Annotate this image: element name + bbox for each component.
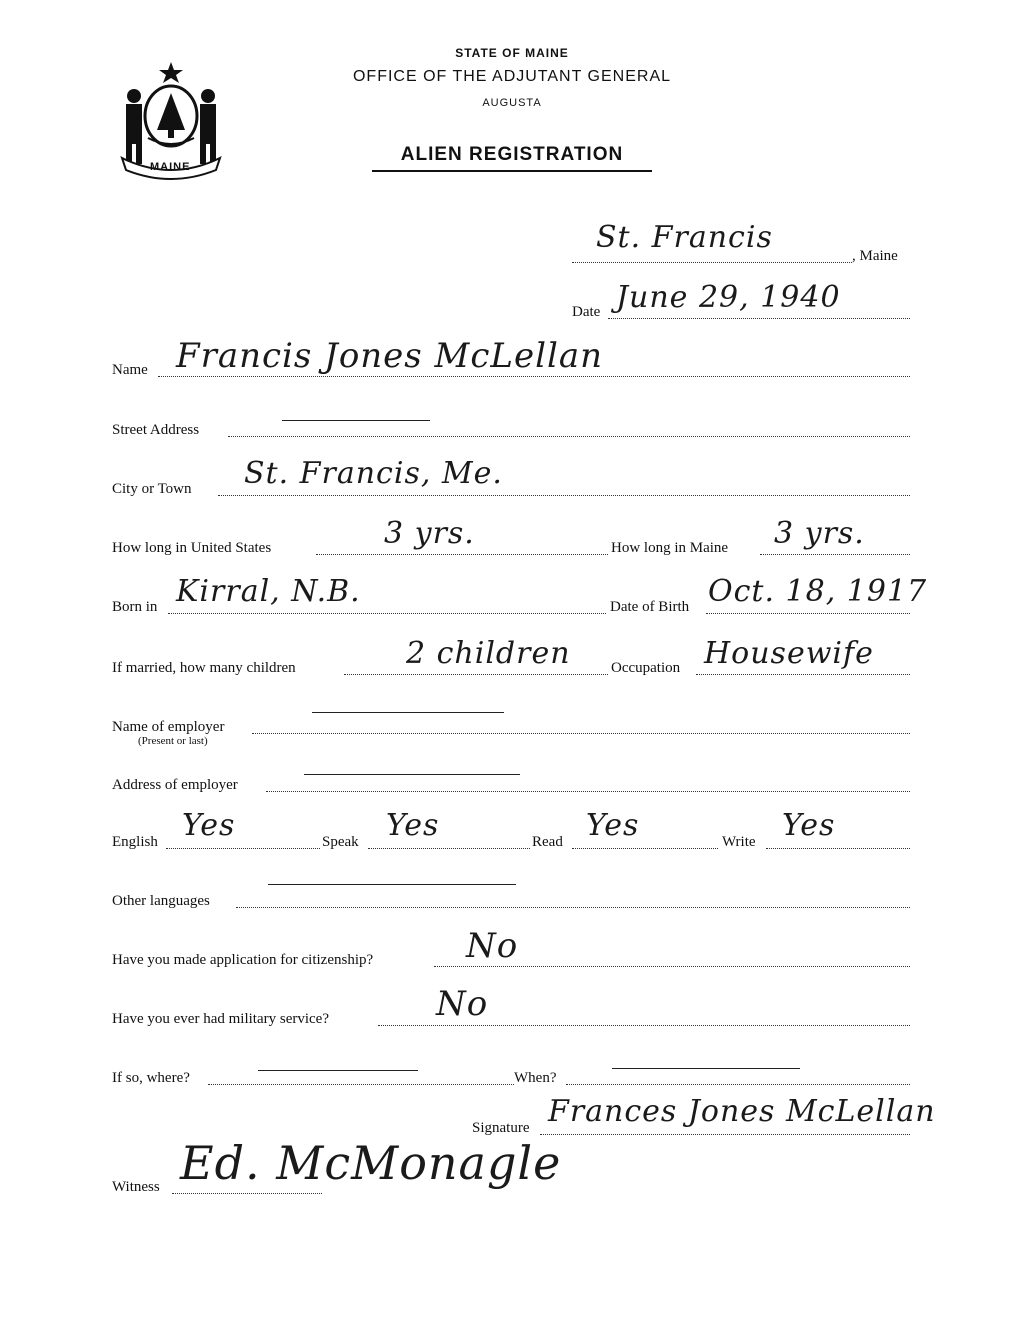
seal-banner-text: MAINE — [150, 161, 191, 173]
when-dash — [612, 1068, 800, 1069]
children-value: 2 children — [406, 636, 571, 671]
english-line — [166, 848, 320, 849]
signature-line — [540, 1134, 910, 1135]
date-of-birth-label: Date of Birth — [610, 599, 690, 615]
military-line — [378, 1025, 910, 1026]
date-of-birth-line — [706, 613, 910, 614]
if-so-where-line — [208, 1084, 514, 1085]
occupation-value: Housewife — [704, 636, 874, 671]
location-suffix: , Maine — [852, 248, 898, 264]
name-label: Name — [112, 362, 148, 378]
speak-line — [368, 848, 530, 849]
employer-name-line — [252, 733, 910, 734]
english-label: English — [112, 834, 158, 850]
city-value: St. Francis, Me. — [244, 456, 503, 491]
witness-label: Witness — [112, 1179, 160, 1195]
witness-line — [172, 1193, 322, 1194]
location-value: St. Francis — [596, 220, 773, 255]
children-label: If married, how many children — [112, 660, 296, 676]
date-value: June 29, 1940 — [616, 280, 841, 315]
date-line — [608, 318, 910, 319]
name-line — [158, 376, 910, 377]
employer-address-line — [266, 791, 910, 792]
name-value: Francis Jones McLellan — [176, 336, 604, 376]
employer-address-dash — [304, 774, 520, 775]
office-heading: OFFICE OF THE ADJUTANT GENERAL — [352, 68, 672, 85]
military-value: No — [436, 984, 489, 1024]
city-heading: AUGUSTA — [482, 97, 542, 109]
other-languages-label: Other languages — [112, 893, 210, 909]
read-label: Read — [532, 834, 563, 850]
street-address-dash — [282, 420, 430, 421]
other-languages-line — [236, 907, 910, 908]
citizenship-label: Have you made application for citizenship? — [112, 952, 374, 968]
date-of-birth-value: Oct. 18, 1917 — [708, 574, 928, 609]
location-line — [572, 262, 852, 263]
street-address-line — [228, 436, 910, 437]
form-title: ALIEN REGISTRATION — [400, 144, 624, 165]
when-line — [566, 1084, 910, 1085]
write-label: Write — [722, 834, 756, 850]
read-line — [572, 848, 718, 849]
write-value: Yes — [782, 808, 836, 843]
signature-label: Signature — [472, 1120, 530, 1136]
employer-address-label: Address of employer — [112, 777, 238, 793]
city-label: City or Town — [112, 481, 192, 497]
how-long-maine-label: How long in Maine — [611, 540, 729, 556]
witness-value: Ed. McMonagle — [180, 1136, 562, 1190]
when-label: When? — [514, 1070, 557, 1086]
born-in-value: Kirral, N.B. — [176, 574, 361, 609]
read-value: Yes — [586, 808, 640, 843]
other-languages-dash — [268, 884, 516, 885]
children-line — [344, 674, 608, 675]
citizenship-value: No — [466, 926, 519, 966]
occupation-line — [696, 674, 910, 675]
signature-value: Frances Jones McLellan — [548, 1094, 936, 1129]
born-in-line — [168, 613, 606, 614]
title-underline — [372, 170, 652, 172]
born-in-label: Born in — [112, 599, 158, 615]
how-long-us-value: 3 yrs. — [384, 516, 475, 551]
military-label: Have you ever had military service? — [112, 1011, 329, 1027]
date-label: Date — [572, 304, 601, 320]
employer-name-label: Name of employer — [112, 719, 225, 735]
citizenship-line — [434, 966, 910, 967]
how-long-maine-line — [760, 554, 910, 555]
how-long-us-label: How long in United States — [112, 540, 272, 556]
how-long-us-line — [316, 554, 608, 555]
street-address-label: Street Address — [112, 422, 200, 438]
employer-name-sublabel: (Present or last) — [138, 735, 208, 747]
state-heading: STATE OF MAINE — [455, 46, 569, 60]
city-line — [218, 495, 910, 496]
if-so-where-label: If so, where? — [112, 1070, 190, 1086]
if-so-where-dash — [258, 1070, 418, 1071]
speak-label: Speak — [322, 834, 359, 850]
speak-value: Yes — [386, 808, 440, 843]
employer-name-dash — [312, 712, 504, 713]
how-long-maine-value: 3 yrs. — [774, 516, 865, 551]
write-line — [766, 848, 910, 849]
occupation-label: Occupation — [611, 660, 681, 676]
english-value: Yes — [182, 808, 236, 843]
